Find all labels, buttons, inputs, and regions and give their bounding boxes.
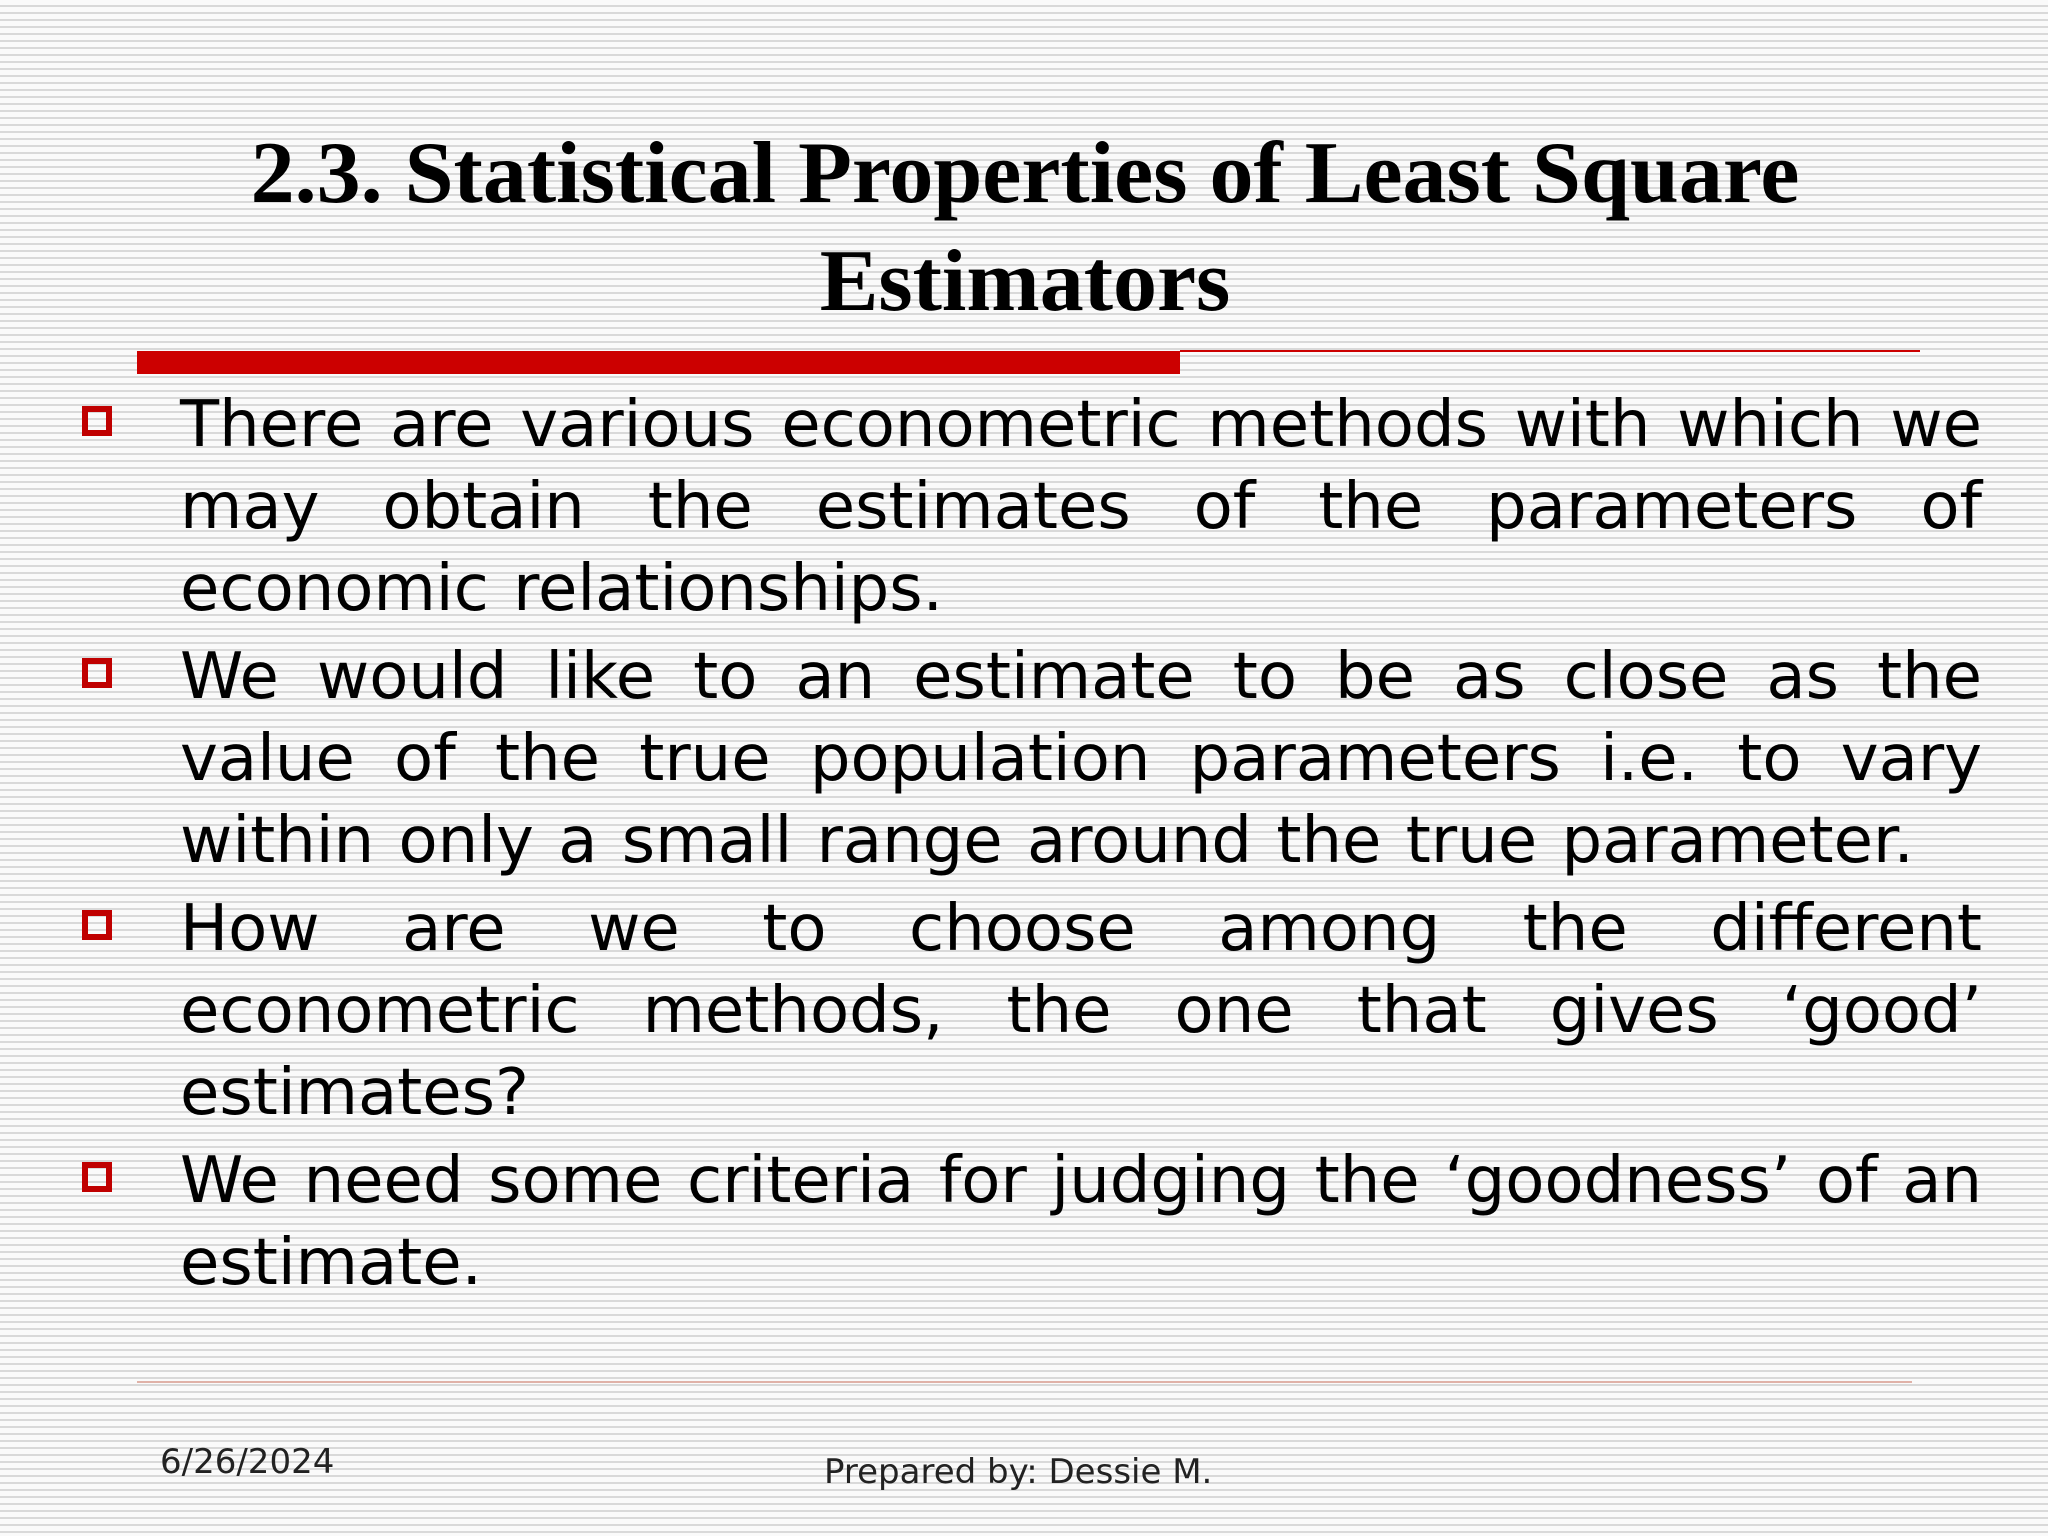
footer-author: Prepared by: Dessie M. [824, 1452, 1213, 1492]
bullet-item [80, 384, 1982, 630]
bullet-text: There are various econometric methods with which we may obtain the estimates of the parameters of economic relationships. [180, 388, 1982, 626]
bullet-text: We would like to an estimate to be as close as the value of the true population parameters i.e. to vary within only a small range around the true parameter. [180, 640, 1982, 878]
footer-date: 6/26/2024 [160, 1442, 335, 1482]
title-underline-thin [1180, 350, 1920, 352]
title-line-2: Estimators [819, 233, 1231, 330]
bullet-text: How are we to choose among the different econometric methods, the one that gives ‘good’ estimates? [180, 892, 1982, 1130]
hollow-square-icon [82, 658, 112, 688]
bullet-list [80, 384, 1982, 1310]
title-underline-thick [137, 351, 1180, 374]
hollow-square-icon [82, 406, 112, 436]
bullet-item [80, 1140, 1982, 1304]
title-line-1: 2.3. Statistical Properties of Least Square [250, 125, 1800, 222]
slide-title [140, 120, 1910, 336]
bullet-item [80, 888, 1982, 1134]
bullet-item [80, 636, 1982, 882]
footer-divider [137, 1381, 1912, 1383]
hollow-square-icon [82, 1162, 112, 1192]
hollow-square-icon [82, 910, 112, 940]
bullet-text: We need some criteria for judging the ‘goodness’ of an estimate. [180, 1144, 1982, 1300]
